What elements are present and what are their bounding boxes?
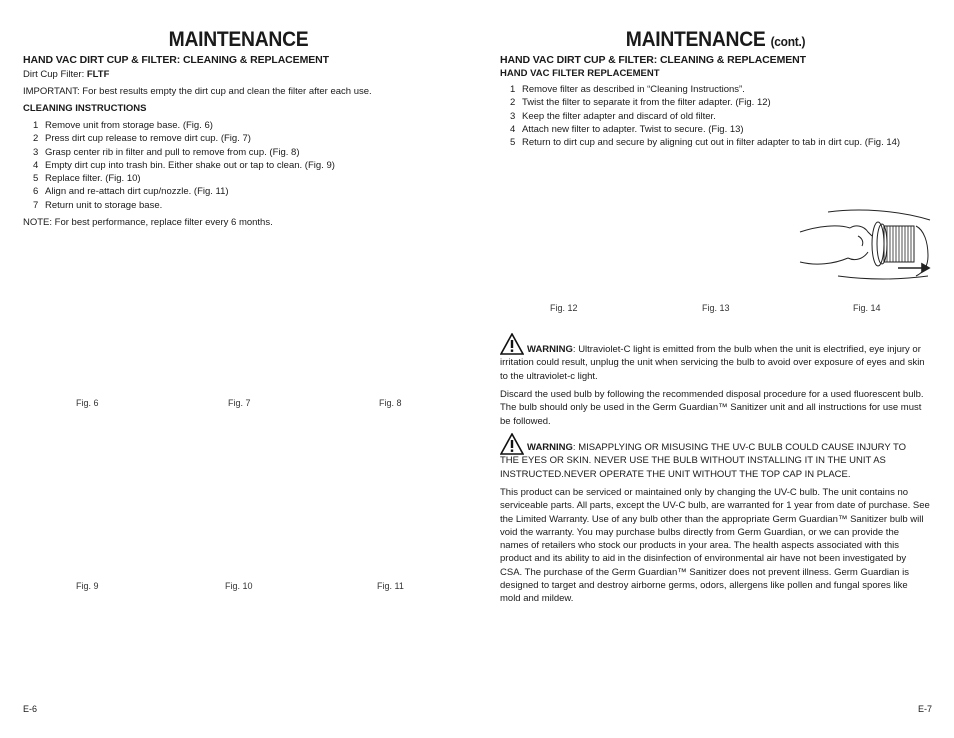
section-heading: HAND VAC DIRT CUP & FILTER: CLEANING & REPLACEMENT — [23, 54, 329, 66]
filter-label: Dirt Cup Filter: — [23, 69, 87, 80]
page-title: MAINTENANCE — [168, 28, 309, 51]
fig-10-caption: Fig. 10 — [225, 581, 253, 591]
sub-heading: HAND VAC FILTER REPLACEMENT — [500, 68, 660, 79]
list-item: 3 Keep the filter adapter and discard of old filter. — [510, 110, 716, 122]
important-note: IMPORTANT: For best results empty the dirt cup and clean the filter after each use. — [23, 86, 372, 97]
list-item: 1 Remove filter as described in “Cleaning Instructions”. — [510, 84, 745, 95]
right-title-wrap — [477, 28, 954, 52]
fig-8-caption: Fig. 8 — [379, 398, 402, 408]
cleaning-heading: CLEANING INSTRUCTIONS — [23, 103, 147, 114]
replacement-steps — [510, 83, 940, 149]
warning-label: WARNING — [527, 344, 573, 355]
fig-14-caption: Fig. 14 — [853, 303, 881, 313]
warning-misuse: WARNING: MISAPPLYING OR MISUSING THE UV-C BULB COULD CAUSE INJURY TO THE EYES OR SKIN. NEVER USE THE BULB WITHOUT INSTALLING IT IN THE UNIT AS INSTRUCTED.NEVER OPERATE THE UNIT WITHOUT THE TOP CAP IN PLACE. — [500, 442, 907, 480]
list-item: 3 Grasp center rib in filter and pull to remove from cup. (Fig. 8) — [33, 146, 300, 158]
page-number: E-6 — [23, 704, 38, 714]
fig-12-caption: Fig. 12 — [550, 303, 578, 313]
list-item: 6 Align and re-attach dirt cup/nozzle. (Fig. 11) — [33, 186, 229, 198]
warning-uv-light: WARNING: Ultraviolet-C light is emitted from the bulb when the unit is electrified, eye injury or irritation could result, unplug the unit when servicing the bulb to avoid over exposure of eyes and skin to the ultraviolet-c light. — [500, 344, 925, 382]
list-item: 5 Replace filter. (Fig. 10) — [33, 173, 141, 185]
disposal-text: Discard the used bulb by following the recommended disposal procedure for a used fluorescent bulb. The bulb should only be used in the Germ Guardian™ Sanitizer unit and all instructions for use must be followed. — [500, 389, 924, 427]
page-number: E-7 — [918, 704, 933, 714]
left-title-wrap — [0, 28, 477, 52]
fig-13-caption: Fig. 13 — [702, 303, 730, 313]
cleaning-steps — [33, 119, 335, 212]
filter-code: FLTF — [86, 69, 110, 80]
list-item: 1 Remove unit from storage base. (Fig. 6) — [33, 120, 213, 131]
filter-insert-illustration — [798, 206, 933, 282]
fig-7-caption: Fig. 7 — [228, 398, 251, 408]
list-item: 5 Return to dirt cup and secure by aligning cut out in filter adapter to tab in dirt cup. (Fig. 14) — [510, 137, 901, 149]
fig-9-caption: Fig. 9 — [76, 581, 99, 591]
list-item: 7 Return unit to storage base. — [33, 199, 163, 211]
service-text: This product can be serviced or maintained only by changing the UV-C bulb. The unit contains no serviceable parts. All parts, except the UV-C bulb, are warranted for 1 year from date of purchase. See the Limited Warranty. Use of any bulb other than the appropriate Germ Guardian™ Sanitizer bulb will void the warranty. You may purchase bulbs directly from Germ Guardian, or we can provide the names of retailers who stock our products in your area. The health aspects associated with this product and its ability to aid in the disinfection of environmental air have not been investigated by CSA. The purchase of the Germ Guardian™ Sanitizer does not prevent illness. Germ Guardian is designed to target and destroy airborne germs, odors, allergens like pollen and fungal spores like mold and mildew. — [500, 487, 930, 605]
list-item: 2 Press dirt cup release to remove dirt cup. (Fig. 7) — [33, 133, 251, 145]
warning-label: WARNING — [527, 442, 573, 453]
title-suffix: (cont.) — [770, 34, 806, 49]
page-title: MAINTENANCE (cont.) — [625, 28, 806, 51]
note-text: NOTE: For best performance, replace filter every 6 months. — [23, 217, 273, 228]
fig-11-caption: Fig. 11 — [377, 581, 404, 591]
fig-6-caption: Fig. 6 — [76, 398, 99, 408]
list-item: 4 Attach new filter to adapter. Twist to secure. (Fig. 13) — [510, 123, 744, 135]
list-item: 2 Twist the filter to separate it from the filter adapter. (Fig. 12) — [510, 97, 771, 109]
right-page — [477, 0, 954, 738]
filter-line — [23, 68, 109, 81]
section-heading: HAND VAC DIRT CUP & FILTER: CLEANING & REPLACEMENT — [500, 54, 806, 66]
list-item: 4 Empty dirt cup into trash bin. Either shake out or tap to clean. (Fig. 9) — [33, 159, 335, 171]
